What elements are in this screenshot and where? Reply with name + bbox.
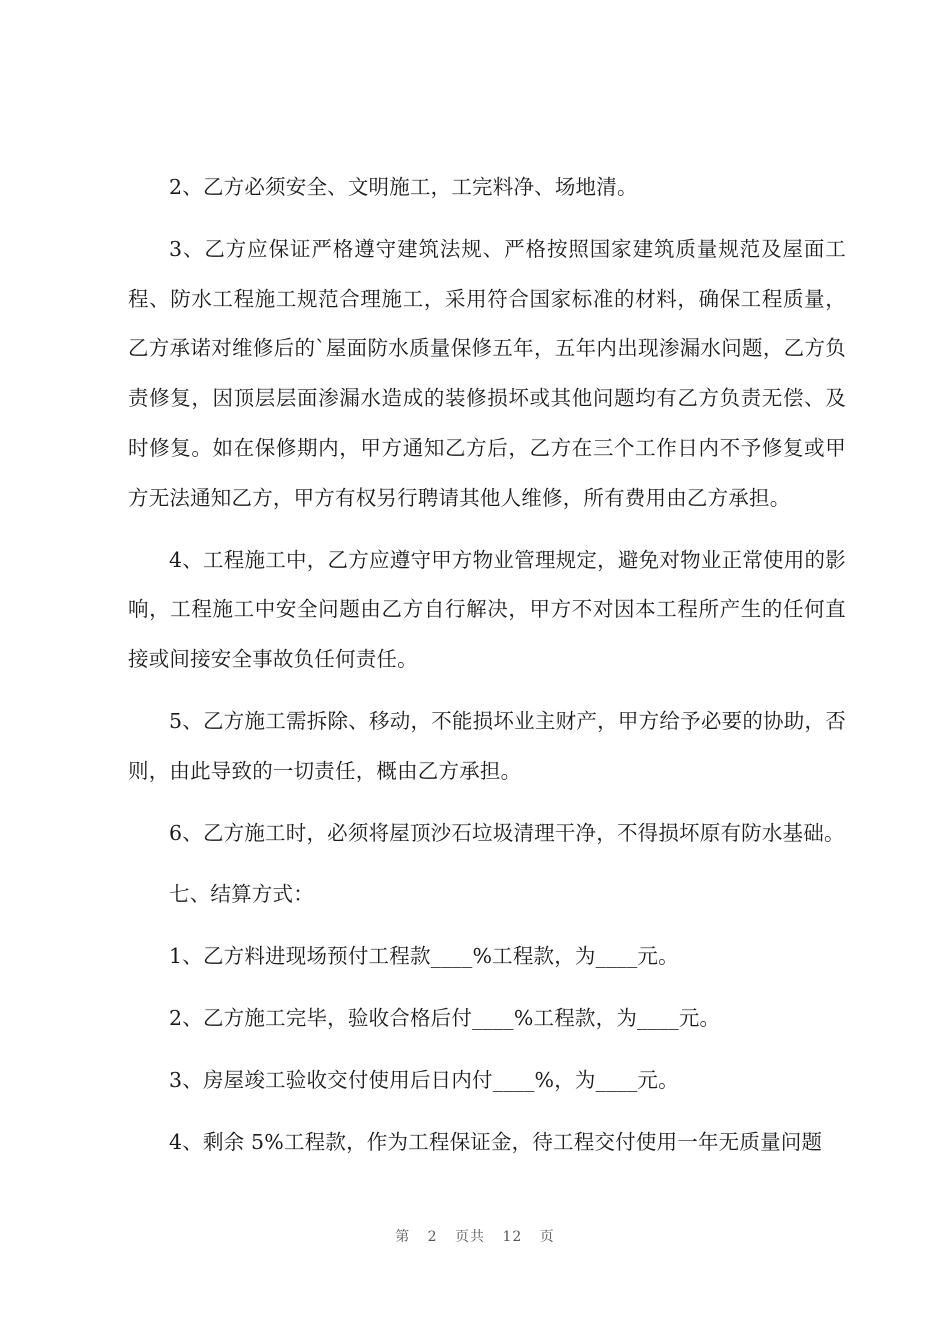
total-pages-number: 12 — [502, 1229, 523, 1245]
page-label-prefix: 第 — [395, 1229, 411, 1245]
paragraph-payment-1: 1、乙方料进现场预付工程款____%工程款，为____元。 — [169, 944, 679, 969]
paragraph-payment-2: 2、乙方施工完毕，验收合格后付____%工程款，为____元。 — [169, 1005, 721, 1030]
paragraph-clause-6: 6、乙方施工时，必须将屋顶沙石垃圾清理干净，不得损坏原有防水基础。 — [169, 820, 845, 845]
paragraph-clause-2: 2、乙方必须安全、文明施工，工完料净、场地清。 — [169, 175, 638, 199]
paragraph-payment-3: 3、房屋竣工验收交付使用后日内付____%，为____元。 — [169, 1067, 679, 1092]
section-heading-settlement: 七、结算方式： — [169, 882, 314, 907]
page-footer — [0, 1226, 950, 1246]
page-label-mid: 页共 — [455, 1229, 486, 1245]
paragraph-clause-5: 5、乙方施工需拆除、移动，不能损坏业主财产，甲方给予必要的协助，否则，由此导致的一切责任，概由乙方承担。 — [128, 708, 846, 783]
paragraph-clause-4: 4、工程施工中，乙方应遵守甲方物业管理规定，避免对物业正常使用的影响，工程施工中安全问题由乙方自行解决，甲方不对因本工程所产生的任何直接或间接安全事故负任何责任。 — [128, 547, 846, 672]
page-label-suffix: 页 — [539, 1229, 555, 1245]
paragraph-payment-4: 4、剩余 5%工程款，作为工程保证金，待工程交付使用一年无质量问题 — [169, 1129, 823, 1154]
current-page-number: 2 — [427, 1229, 438, 1245]
paragraph-clause-3: 3、乙方应保证严格遵守建筑法规、严格按照国家建筑质量规范及屋面工程、防水工程施工规范合理施工，采用符合国家标准的材料，确保工程质量，乙方承诺对维修后的`屋面防水质量保修五年，五年内出现渗漏水问题，乙方负责修复，因顶层层面渗漏水造成的装修损坏或其他问题均有乙方负责无偿、及时修复。如在保修期内，甲方通知乙方后，乙方在三个工作日内不予修复或甲方无法通知乙方，甲方有权另行聘请其他人维修，所有费用由乙方承担。 — [128, 236, 846, 510]
document-body — [128, 163, 846, 1167]
